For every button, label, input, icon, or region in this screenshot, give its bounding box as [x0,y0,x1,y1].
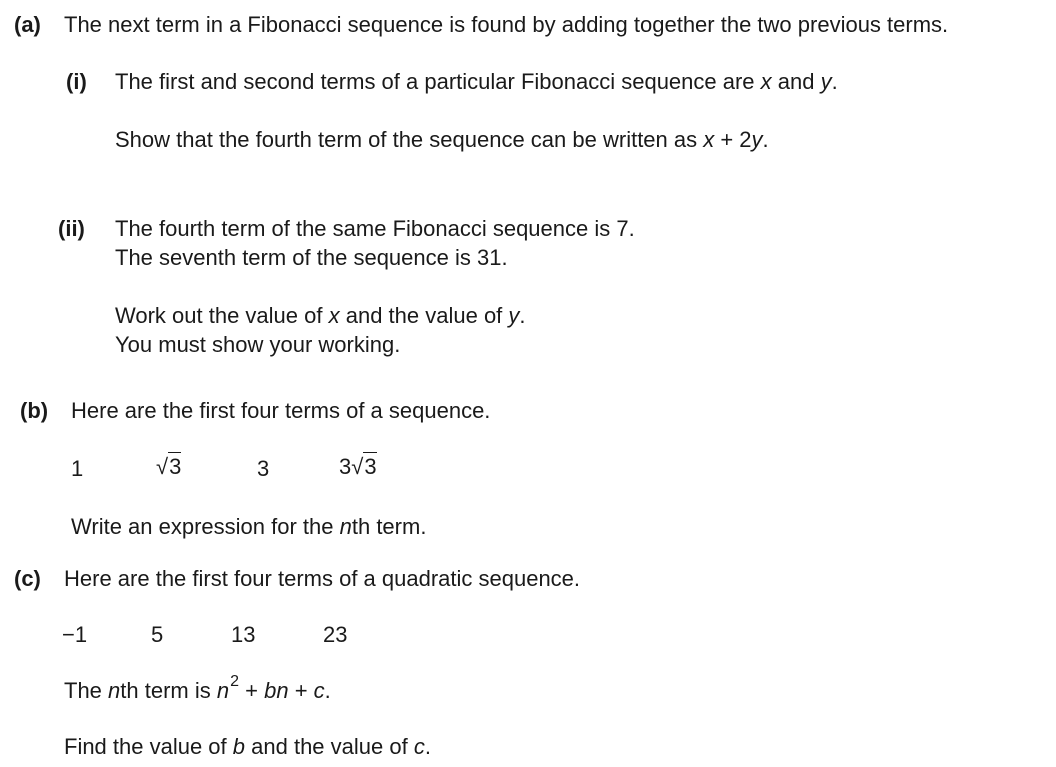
part-c-nth-term: The nth term is $n^2$ + bn + c. [64,673,331,703]
part-c-find: Find the value of b and the value of c. [64,734,431,759]
part-b-instruction: Write an expression for the nth term. [71,514,427,539]
part-c-label: (c) [14,566,41,591]
part-c-term-4: 23 [323,622,348,647]
part-c-term-3: 13 [231,622,256,647]
part-b-term-3: 3 [257,456,270,481]
part-b-intro: Here are the first four terms of a sequence. [71,398,491,423]
part-a-ii-line3: Work out the value of x and the value of y. [115,303,526,328]
part-c-intro: Here are the first four terms of a quadratic sequence. [64,566,581,591]
part-b-term-2: √3 [156,454,182,479]
part-a-i-line1: The first and second terms of a particular Fibonacci sequence are x and y. [115,69,838,94]
part-a-i-line2: Show that the fourth term of the sequence can be written as x + 2y. [115,127,769,152]
part-c-term-1: −1 [62,622,88,647]
part-a-i-label: (i) [66,69,87,94]
part-b-term-4: 3√3 [339,454,377,479]
part-b-term-1: 1 [71,456,84,481]
part-b-label: (b) [20,398,49,423]
part-a-intro: The next term in a Fibonacci sequence is found by adding together the two previous terms. [64,12,949,37]
part-a-ii-label: (ii) [58,216,85,241]
part-a-ii-line4: You must show your working. [115,332,401,357]
part-a-ii-line2: The seventh term of the sequence is 31. [115,245,508,270]
part-c-term-2: 5 [151,622,164,647]
part-a-ii-line1: The fourth term of the same Fibonacci sequence is 7. [115,216,635,241]
part-a-label: (a) [14,12,41,37]
